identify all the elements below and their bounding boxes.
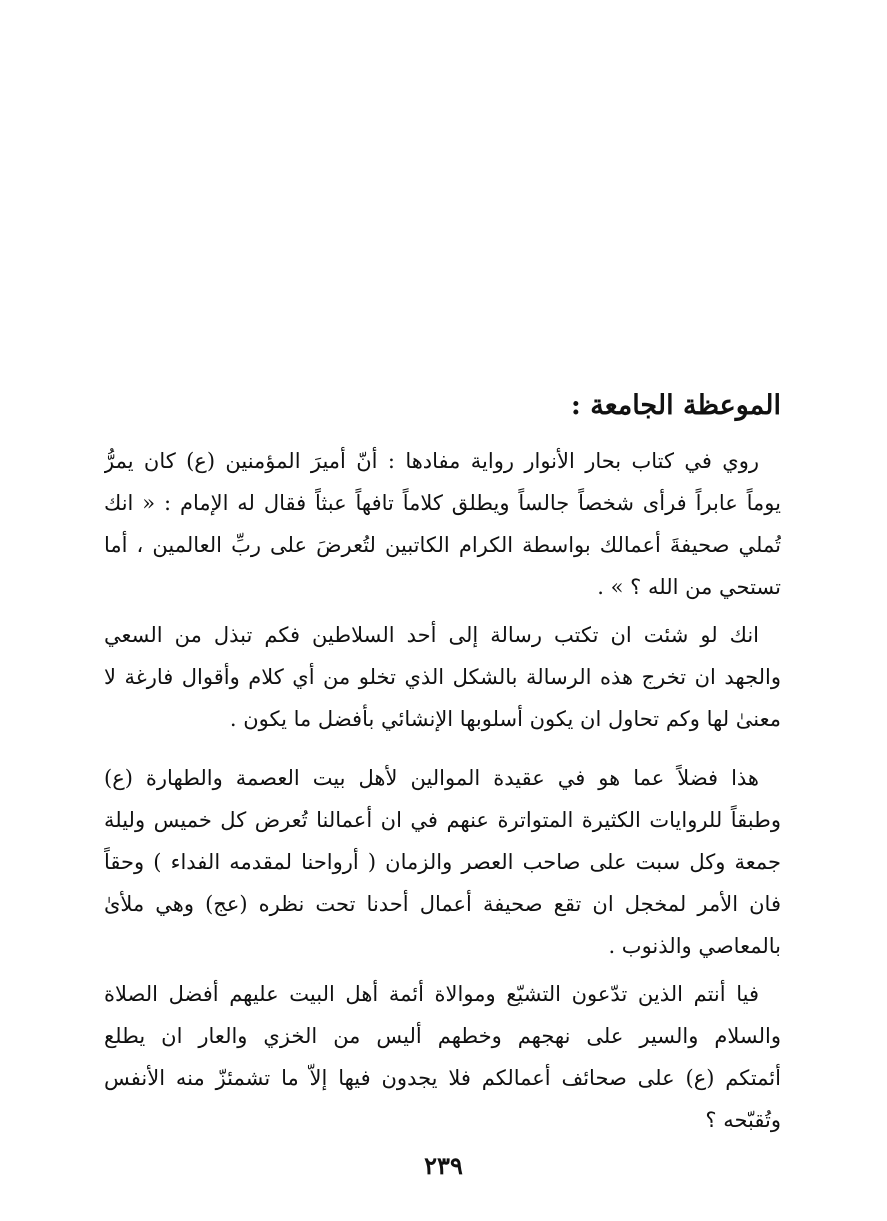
text-line: معنىٰ لها وكم تحاول ان يكون أسلوبها الإنشائي بأفضل ما يكون .	[229, 707, 781, 731]
paragraph	[104, 757, 781, 967]
text-line: روي في كتاب بحار الأنوار رواية مفادها : أنّ أميرَ المؤمنين (ع) كان يمرُّ	[104, 449, 759, 473]
section-heading: الموعظة الجامعة :	[570, 390, 781, 421]
page-number: ٢٣٩	[424, 1151, 463, 1180]
text-line: تستحي من الله ؟ » .	[597, 575, 781, 599]
text-line: والجهد ان تخرج هذه الرسالة بالشكل الذي تخلو من أي كلام وأقوال فارغة لا	[104, 665, 781, 689]
paragraph	[104, 440, 781, 608]
paragraph	[104, 973, 781, 1141]
text-line: بالمعاصي والذنوب .	[608, 934, 781, 958]
text-line: جمعة وكل سبت على صاحب العصر والزمان ( أرواحنا لمقدمه الفداء ) وحقاً	[104, 850, 781, 874]
text-line: فيا أنتم الذين تدّعون التشيّع وموالاة أئمة أهل البيت عليهم أفضل الصلاة	[104, 982, 759, 1006]
text-line: هذا فضلاً عما هو في عقيدة الموالين لأهل بيت العصمة والطهارة (ع)	[104, 766, 759, 790]
text-line: انك لو شئت ان تكتب رسالة إلى أحد السلاطين فكم تبذل من السعي	[104, 623, 759, 647]
text-line: أئمتكم (ع) على صحائف أعمالكم فلا يجدون فيها إلاّ ما تشمئزّ منه الأنفس	[104, 1066, 781, 1090]
text-line: فان الأمر لمخجل ان تقع صحيفة أعمال أحدنا تحت نظره (عج) وهي ملأىٰ	[104, 892, 781, 916]
text-line: وطبقاً للروايات الكثيرة المتواترة عنهم في ان أعمالنا تُعرض كل خميس وليلة	[104, 808, 781, 832]
text-line: والسلام والسير على نهجهم وخطهم أليس من الخزي والعار ان يطلع	[104, 1024, 781, 1048]
text-line: تُملي صحيفةَ أعمالك بواسطة الكرام الكاتبين لتُعرضَ على ربِّ العالمين ، أما	[104, 533, 781, 557]
paragraph	[104, 614, 781, 740]
text-line: وتُقبّحه ؟	[705, 1108, 781, 1132]
text-line: يوماً عابراً فرأى شخصاً جالساً ويطلق كلاماً تافهاً عبثاً فقال له الإمام : « انك	[104, 491, 781, 515]
